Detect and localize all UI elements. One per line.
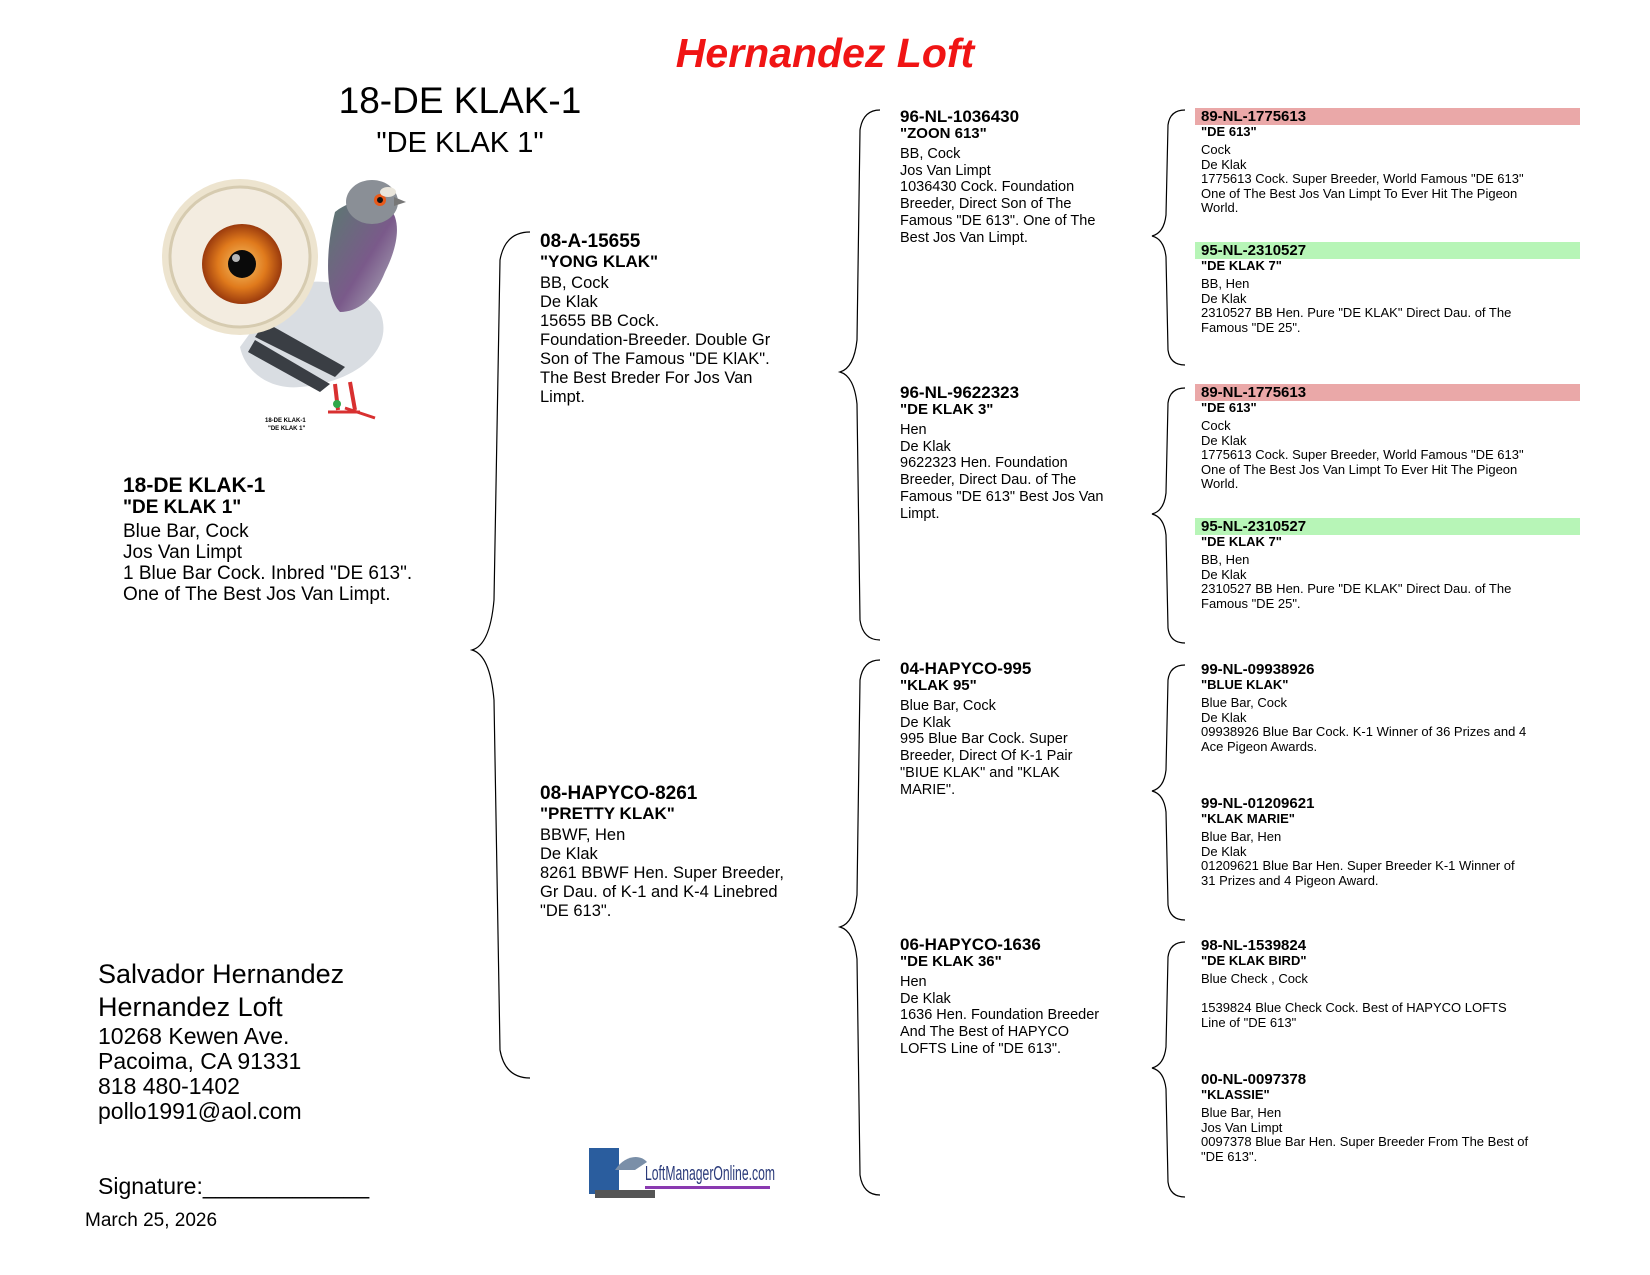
great-grandparent-band-id: 89-NL-1775613 <box>1195 384 1580 401</box>
dam <box>540 783 825 921</box>
great-grandparent-7 <box>1195 937 1580 1030</box>
great-grandparent-name: "DE 613" <box>1201 124 1257 139</box>
great-grandparent-details: Cock De Klak 1775613 Cock. Super Breeder, World Famous "DE 613" One of The Best Jos Van Limpt To Ever Hit The Pigeon World. <box>1201 142 1524 216</box>
great-grandparent-details: BB, Hen De Klak 2310527 BB Hen. Pure "DE KLAK" Direct Dau. of The Famous "DE 25". <box>1201 276 1512 335</box>
subject-band-id: 18-DE KLAK-1 <box>123 474 266 497</box>
owner-phone: 818 480-1402 <box>98 1073 240 1099</box>
great-grandparent-3 <box>1195 384 1580 492</box>
great-grandparent-name: "DE KLAK BIRD" <box>1201 953 1307 968</box>
sire-details: BB, Cock De Klak 15655 BB Cock. Foundation-Breeder. Double Gr Son of The Famous "DE KlAK". The Best Breder For Jos Van Limpt. <box>540 274 771 406</box>
great-grandparent-details: Blue Bar, Hen De Klak 01209621 Blue Bar Hen. Super Breeder K-1 Winner of 31 Prizes and 4 Pigeon Award. <box>1201 829 1515 888</box>
great-grandparent-6 <box>1195 795 1580 888</box>
great-grandparent-2 <box>1195 242 1580 335</box>
great-grandparent-band-id: 99-NL-09938926 <box>1201 661 1315 678</box>
print-date: March 25, 2026 <box>85 1210 218 1231</box>
sire <box>540 231 825 407</box>
grandparent-details: BB, Cock Jos Van Limpt 1036430 Cock. Foundation Breeder, Direct Son of The Famous "DE 613". One of The Best Jos Van Limpt. <box>900 146 1096 246</box>
great-grandparent-band-id: 89-NL-1775613 <box>1195 108 1580 125</box>
pigeon-name: "DE KLAK 1" <box>376 127 544 159</box>
great-grandparent-details: BB, Hen De Klak 2310527 BB Hen. Pure "DE KLAK" Direct Dau. of The Famous "DE 25". <box>1201 552 1512 611</box>
grandparent-1 <box>900 108 1150 246</box>
great-grandparent-5 <box>1195 661 1580 754</box>
great-grandparent-name: "DE 613" <box>1201 400 1257 415</box>
great-grandparent-name: "DE KLAK 7" <box>1201 258 1282 273</box>
subject-details: Blue Bar, Cock Jos Van Limpt 1 Blue Bar Cock. Inbred "DE 613". One of The Best Jos Van Limpt. <box>123 521 413 605</box>
grandparent-band-id: 06-HAPYCO-1636 <box>900 935 1041 954</box>
grandparent-name: "ZOON 613" <box>900 125 987 142</box>
grandparent-band-id: 96-NL-9622323 <box>900 383 1020 402</box>
loft-title: Hernandez Loft <box>675 30 975 76</box>
owner-email: pollo1991@aol.com <box>98 1098 302 1124</box>
grandparent-3 <box>900 660 1150 798</box>
pigeon-band-id: 18-DE KLAK-1 <box>338 80 582 121</box>
great-grandparent-details: Blue Check , Cock 1539824 Blue Check Cock. Best of HAPYCO LOFTS Line of "DE 613" <box>1201 971 1507 1030</box>
grandparent-4 <box>900 936 1150 1058</box>
great-grandparent-8 <box>1195 1071 1580 1164</box>
great-grandparent-band-id: 98-NL-1539824 <box>1201 937 1307 954</box>
great-grandparent-name: "KLASSIE" <box>1201 1087 1270 1102</box>
great-grandparent-band-id: 00-NL-0097378 <box>1201 1071 1307 1088</box>
great-grandparent-1 <box>1195 108 1580 216</box>
owner-contact <box>98 958 518 1124</box>
great-grandparent-band-id: 99-NL-01209621 <box>1201 795 1315 812</box>
grandparent-details: Hen De Klak 9622323 Hen. Foundation Breeder, Direct Dau. of The Famous "DE 613" Best Jos Van Limpt. <box>900 422 1104 522</box>
dam-name: "PRETTY KLAK" <box>540 804 675 823</box>
great-grandparent-name: "BLUE KLAK" <box>1201 677 1289 692</box>
logo-text: LoftManagerOnline.com <box>645 1163 775 1185</box>
grandparent-details: Blue Bar, Cock De Klak 995 Blue Bar Cock. Super Breeder, Direct Of K-1 Pair "BIUE KLAK" and "KLAK MARIE". <box>900 698 1073 798</box>
owner-city: Pacoima, CA 91331 <box>98 1048 302 1074</box>
photo-tag-id: 18-DE KLAK-1 <box>265 418 306 424</box>
grandparent-name: "DE KLAK 36" <box>900 953 1002 970</box>
sire-band-id: 08-A-15655 <box>540 231 641 252</box>
photo-tag-name: "DE KLAK 1" <box>268 426 306 432</box>
great-grandparent-details: Blue Bar, Hen Jos Van Limpt 0097378 Blue Bar Hen. Super Breeder From The Best of "DE 613". <box>1201 1105 1529 1164</box>
great-grandparent-name: "DE KLAK 7" <box>1201 534 1282 549</box>
dam-band-id: 08-HAPYCO-8261 <box>540 783 698 804</box>
grandparent-band-id: 04-HAPYCO-995 <box>900 659 1032 678</box>
grandparent-band-id: 96-NL-1036430 <box>900 107 1020 126</box>
owner-address: 10268 Kewen Ave. <box>98 1023 290 1049</box>
great-grandparent-4 <box>1195 518 1580 611</box>
great-grandparent-details: Blue Bar, Cock De Klak 09938926 Blue Bar Cock. K-1 Winner of 36 Prizes and 4 Ace Pigeon Awards. <box>1201 695 1527 754</box>
grandparent-details: Hen De Klak 1636 Hen. Foundation Breeder And The Best of HAPYCO LOFTS Line of "DE 613". <box>900 974 1100 1057</box>
grandparent-2 <box>900 384 1150 522</box>
great-grandparent-band-id: 95-NL-2310527 <box>1195 518 1580 535</box>
grandparent-name: "DE KLAK 3" <box>900 401 994 418</box>
great-grandparent-name: "KLAK MARIE" <box>1201 811 1295 826</box>
dam-details: BBWF, Hen De Klak 8261 BBWF Hen. Super Breeder, Gr Dau. of K-1 and K-4 Linebred "DE 613". <box>540 826 784 920</box>
grandparent-name: "KLAK 95" <box>900 677 977 694</box>
subject-pigeon <box>123 474 453 605</box>
signature-line: Signature:_____________ <box>98 1173 370 1199</box>
sire-name: "YONG KLAK" <box>540 252 659 271</box>
subject-name: "DE KLAK 1" <box>123 497 242 518</box>
loftmanager-logo <box>585 1140 775 1210</box>
owner-name: Salvador Hernandez <box>98 959 345 989</box>
great-grandparent-details: Cock De Klak 1775613 Cock. Super Breeder, World Famous "DE 613" One of The Best Jos Van Limpt To Ever Hit The Pigeon World. <box>1201 418 1524 492</box>
great-grandparent-band-id: 95-NL-2310527 <box>1195 242 1580 259</box>
owner-loft: Hernandez Loft <box>98 992 283 1022</box>
